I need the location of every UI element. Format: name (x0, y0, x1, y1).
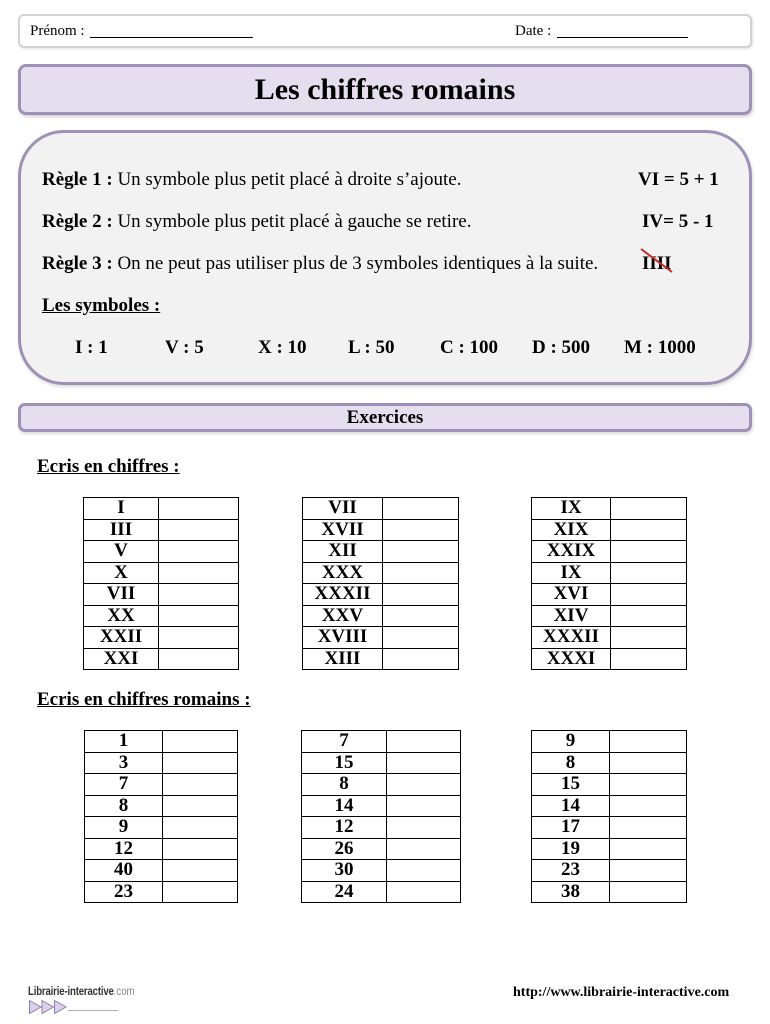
table-row (84, 562, 239, 584)
table-row (303, 562, 459, 584)
prenom-label: Prénom : (30, 23, 85, 39)
table-row (302, 752, 461, 774)
arabic-number-cell: 9 (85, 817, 163, 839)
answer-cell (611, 627, 687, 649)
table-row (84, 605, 239, 627)
logo (28, 984, 135, 998)
exercise-2-heading: Ecris en chiffres romains : (37, 689, 251, 710)
answer-cell (611, 562, 687, 584)
answer-cell (611, 648, 687, 670)
rule-3-example (642, 253, 672, 275)
answer-cell (383, 605, 459, 627)
arabic-number-cell: 12 (302, 817, 387, 839)
roman-numeral-cell: XXXII (532, 627, 611, 649)
answer-cell (163, 752, 238, 774)
roman-numeral-cell: XXV (303, 605, 383, 627)
answer-cell (610, 881, 687, 903)
arabic-number-cell: 23 (532, 860, 610, 882)
table-row (85, 881, 238, 903)
table-row (532, 541, 687, 563)
table-row (85, 774, 238, 796)
arabic-number-cell: 8 (302, 774, 387, 796)
rule-3-text: On ne peut pas utiliser plus de 3 symboles identiques à la suite. (117, 253, 599, 274)
table-row (532, 562, 687, 584)
answer-cell (610, 860, 687, 882)
answer-cell (611, 605, 687, 627)
answer-cell (610, 752, 687, 774)
rule-3-label: Règle 3 : (42, 253, 113, 274)
table-row (84, 584, 239, 606)
table-row (532, 752, 687, 774)
arabic-number-cell: 26 (302, 838, 387, 860)
rule-1-label: Règle 1 : (42, 169, 113, 190)
table-row (84, 519, 239, 541)
table-row (532, 774, 687, 796)
table-row (85, 795, 238, 817)
exercise-2-table-1 (84, 730, 238, 903)
table-row (302, 881, 461, 903)
answer-cell (163, 881, 238, 903)
rule-2-text: Un symbole plus petit placé à gauche se retire. (117, 211, 472, 232)
exercise-1-table-2 (302, 497, 459, 670)
roman-numeral-cell: XXX (303, 562, 383, 584)
answer-cell (387, 860, 461, 882)
table-row (303, 519, 459, 541)
table-row (532, 817, 687, 839)
arabic-number-cell: 3 (85, 752, 163, 774)
roman-numeral-cell: IX (532, 498, 611, 520)
answer-cell (159, 605, 239, 627)
crossed-out-example (642, 253, 672, 275)
answer-cell (611, 541, 687, 563)
roman-numeral-cell: XXI (84, 648, 159, 670)
arabic-number-cell: 1 (85, 731, 163, 753)
exercises-title: Exercices (346, 407, 424, 428)
logo-arrows-icon (28, 999, 120, 1015)
symbol-c: C : 100 (440, 337, 499, 358)
roman-numeral-cell: IX (532, 562, 611, 584)
answer-cell (163, 860, 238, 882)
answer-cell (383, 541, 459, 563)
rule-2-label: Règle 2 : (42, 211, 113, 232)
table-row (85, 860, 238, 882)
table-row (85, 817, 238, 839)
exercise-1-table-3 (531, 497, 687, 670)
table-row (532, 627, 687, 649)
table-row (84, 541, 239, 563)
answer-cell (159, 498, 239, 520)
answer-cell (387, 731, 461, 753)
logo-suffix: .com (113, 984, 135, 998)
table-row (85, 731, 238, 753)
answer-cell (611, 584, 687, 606)
roman-numeral-cell: XXII (84, 627, 159, 649)
symbol-d: D : 500 (532, 337, 591, 358)
answer-cell (163, 774, 238, 796)
table-row (532, 838, 687, 860)
table-row (303, 627, 459, 649)
answer-cell (163, 817, 238, 839)
exercise-1-table-1 (83, 497, 239, 670)
roman-numeral-cell: I (84, 498, 159, 520)
table-row (302, 774, 461, 796)
table-row (532, 584, 687, 606)
symbol-v: V : 5 (165, 337, 204, 358)
answer-cell (611, 498, 687, 520)
table-row (532, 795, 687, 817)
roman-numeral-cell: XIV (532, 605, 611, 627)
roman-numeral-cell: X (84, 562, 159, 584)
roman-numeral-cell: XIII (303, 648, 383, 670)
table-row (303, 498, 459, 520)
arabic-number-cell: 12 (85, 838, 163, 860)
table-row (85, 838, 238, 860)
answer-cell (383, 648, 459, 670)
logo-name: Librairie-interactive (28, 984, 114, 998)
roman-numeral-cell: XVI (532, 584, 611, 606)
rule-3-example-text: IIII (642, 253, 672, 274)
student-info-header (18, 14, 752, 48)
answer-cell (387, 881, 461, 903)
roman-numeral-cell: XX (84, 605, 159, 627)
answer-cell (387, 774, 461, 796)
arabic-number-cell: 8 (532, 752, 610, 774)
rule-1 (42, 169, 461, 191)
rule-2 (42, 211, 471, 233)
rules-panel (18, 130, 752, 385)
answer-cell (159, 584, 239, 606)
strike-through-mark (641, 249, 672, 272)
page-title: Les chiffres romains (254, 73, 516, 106)
arabic-number-cell: 40 (85, 860, 163, 882)
rule-1-example: VI = 5 + 1 (638, 169, 719, 190)
answer-cell (159, 627, 239, 649)
table-row (532, 860, 687, 882)
table-row (532, 605, 687, 627)
roman-numeral-cell: XXIX (532, 541, 611, 563)
answer-cell (163, 795, 238, 817)
table-row (303, 541, 459, 563)
answer-cell (163, 731, 238, 753)
rule-2-example: IV= 5 - 1 (642, 211, 714, 232)
answer-cell (159, 541, 239, 563)
date-label: Date : (515, 23, 552, 39)
table-row (303, 605, 459, 627)
exercise-1-heading: Ecris en chiffres : (37, 456, 180, 477)
arabic-number-cell: 7 (85, 774, 163, 796)
answer-cell (383, 562, 459, 584)
answer-cell (610, 838, 687, 860)
table-row (532, 648, 687, 670)
table-row (303, 584, 459, 606)
arabic-number-cell: 9 (532, 731, 610, 753)
answer-cell (387, 752, 461, 774)
table-row (84, 627, 239, 649)
arabic-number-cell: 7 (302, 731, 387, 753)
answer-cell (159, 648, 239, 670)
table-row (84, 648, 239, 670)
table-row (532, 881, 687, 903)
roman-numeral-cell: XXXI (532, 648, 611, 670)
answer-cell (383, 627, 459, 649)
table-row (302, 860, 461, 882)
prenom-blank-line (90, 37, 253, 38)
symbol-l: L : 50 (348, 337, 395, 358)
answer-cell (383, 519, 459, 541)
table-row (302, 795, 461, 817)
table-row (84, 498, 239, 520)
arabic-number-cell: 8 (85, 795, 163, 817)
symbol-x: X : 10 (258, 337, 307, 358)
answer-cell (610, 731, 687, 753)
exercise-2-table-2 (301, 730, 461, 903)
roman-numeral-cell: V (84, 541, 159, 563)
roman-numeral-cell: XXXII (303, 584, 383, 606)
arabic-number-cell: 30 (302, 860, 387, 882)
arabic-number-cell: 24 (302, 881, 387, 903)
arabic-number-cell: 14 (532, 795, 610, 817)
table-row (532, 731, 687, 753)
table-row (302, 817, 461, 839)
arabic-number-cell: 15 (532, 774, 610, 796)
answer-cell (163, 838, 238, 860)
exercise-2-table-3 (531, 730, 687, 903)
table-row (532, 519, 687, 541)
answer-cell (159, 519, 239, 541)
roman-numeral-cell: VII (303, 498, 383, 520)
roman-numeral-cell: III (84, 519, 159, 541)
symbols-heading: Les symboles : (42, 295, 161, 316)
arabic-number-cell: 14 (302, 795, 387, 817)
answer-cell (610, 774, 687, 796)
table-row (303, 648, 459, 670)
answer-cell (383, 498, 459, 520)
exercises-banner (18, 403, 752, 432)
roman-numeral-cell: XII (303, 541, 383, 563)
answer-cell (159, 562, 239, 584)
table-row (302, 731, 461, 753)
table-row (302, 838, 461, 860)
roman-numeral-cell: XVIII (303, 627, 383, 649)
answer-cell (387, 838, 461, 860)
answer-cell (387, 817, 461, 839)
title-banner (18, 64, 752, 115)
roman-numeral-cell: XVII (303, 519, 383, 541)
table-row (532, 498, 687, 520)
answer-cell (387, 795, 461, 817)
table-row (85, 752, 238, 774)
symbol-m: M : 1000 (624, 337, 696, 358)
answer-cell (383, 584, 459, 606)
arabic-number-cell: 15 (302, 752, 387, 774)
rule-1-text: Un symbole plus petit placé à droite s’ajoute. (117, 169, 462, 190)
arabic-number-cell: 17 (532, 817, 610, 839)
arabic-number-cell: 19 (532, 838, 610, 860)
date-blank-line (557, 37, 688, 38)
website-url-link[interactable]: http://www.librairie-interactive.com (513, 985, 730, 1000)
symbol-i: I : 1 (75, 337, 108, 358)
roman-numeral-cell: XIX (532, 519, 611, 541)
roman-numeral-cell: VII (84, 584, 159, 606)
rule-3 (42, 253, 598, 275)
answer-cell (611, 519, 687, 541)
arabic-number-cell: 38 (532, 881, 610, 903)
answer-cell (610, 817, 687, 839)
answer-cell (610, 795, 687, 817)
arabic-number-cell: 23 (85, 881, 163, 903)
